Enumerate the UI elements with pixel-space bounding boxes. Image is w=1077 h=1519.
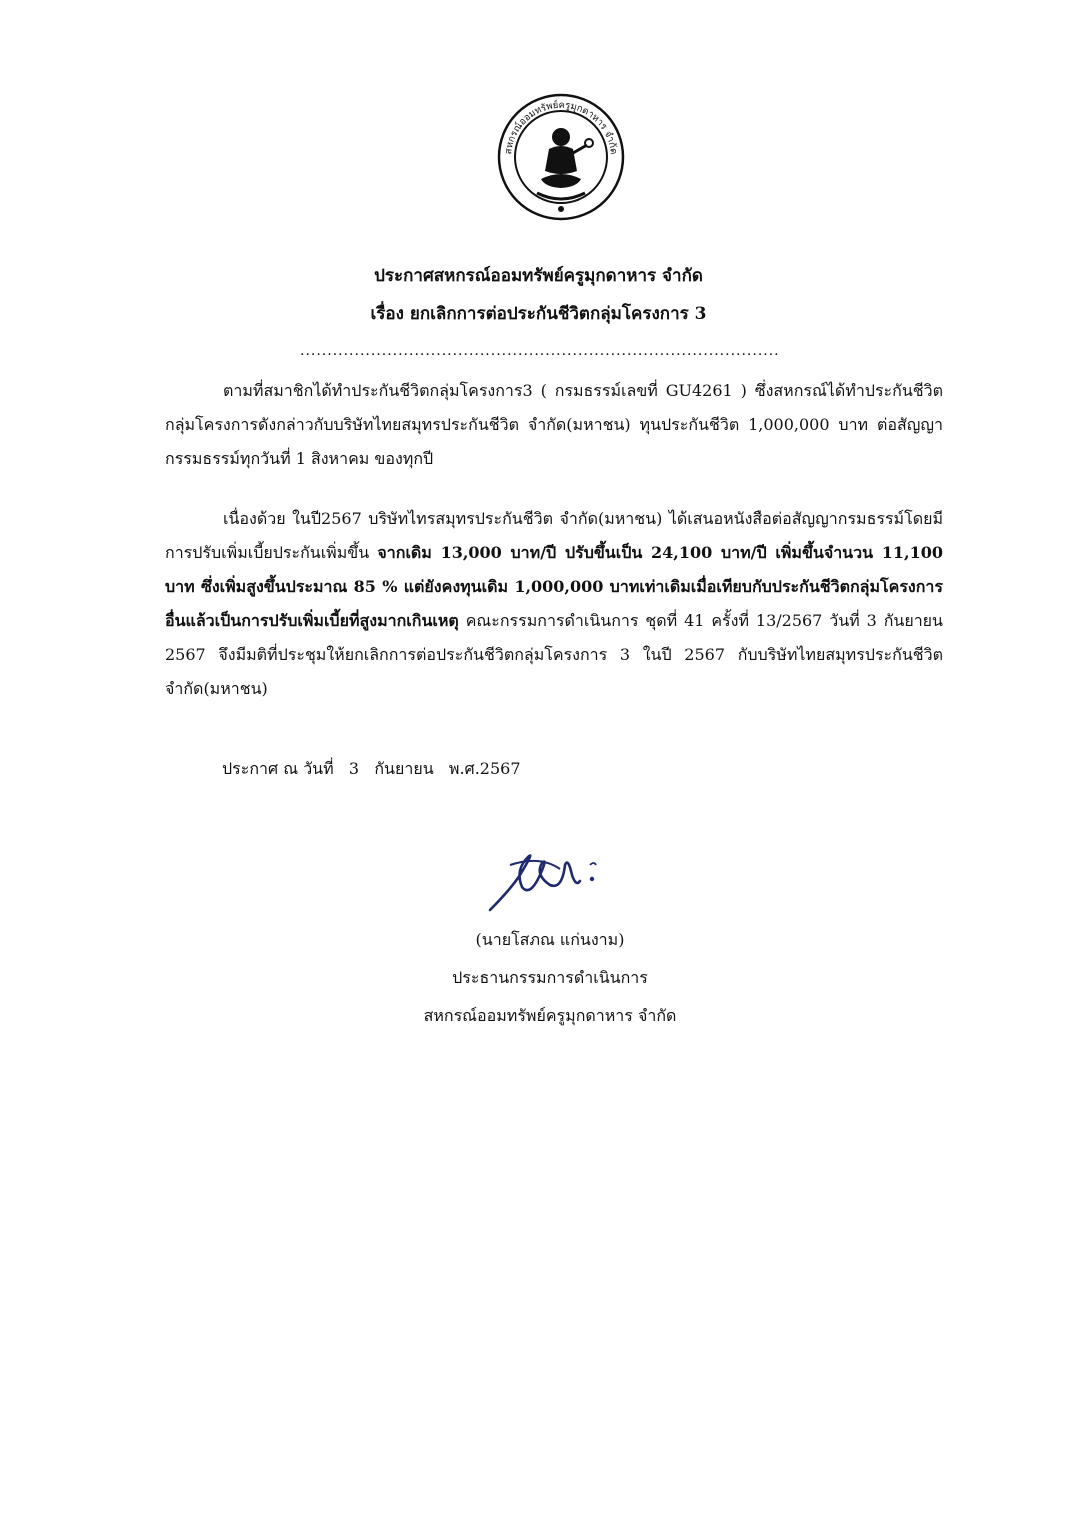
signature (480, 835, 610, 920)
separator-line: ........................................................................................ (300, 343, 780, 359)
paragraph-1 (165, 374, 943, 476)
signer-name: (นายโสภณ แก่นงาม) (475, 930, 625, 949)
paragraph-2-text-a: เนื่องด้วย ในปี2567 บริษัทไทรสมุทรประกันชีวิต จำกัด(มหาชน) ได้เสนอหนังสือต่อสัญญากรมธรรม์โดยมีการปรับเพิ่มเบี้ยประกันเพิ่มขึ้น (165, 509, 943, 562)
announcement-title: ประกาศสหกรณ์ออมทรัพย์ครูมุกดาหาร จำกัด (374, 266, 703, 286)
announce-date: ประกาศ ณ วันที่ 3 กันยายน พ.ศ.2567 (222, 759, 521, 778)
signer-organization: สหกรณ์ออมทรัพย์ครูมุกดาหาร จำกัด (423, 1006, 677, 1025)
cooperative-seal (497, 93, 625, 221)
seal-text: สหกรณ์ออมทรัพย์ครูมุกดาหาร จำกัด (503, 99, 619, 155)
paragraph-2-text-c: คณะกรรมการดำเนินการ ชุดที่ 41 ครั้งที่ 13/2567 วันที่ 3 กันยายน 2567 จึงมีมติที่ประชุมให้ยกเลิกการต่อประกันชีวิตกลุ่มโครงการ 3 ในปี 2567 กับบริษัทไทยสมุทรประกันชีวิต จำกัด(มหาชน) (165, 611, 943, 698)
paragraph-1-text: ตามที่สมาชิกได้ทำประกันชีวิตกลุ่มโครงการ3 ( กรมธรรม์เลขที่ GU4261 ) ซึ่งสหกรณ์ได้ทำประกันชีวิตกลุ่มโครงการดังกล่าวกับบริษัทไทยสมุทรประกันชีวิต จำกัด(มหาชน) ทุนประกันชีวิต 1,000,000 บาท ต่อสัญญากรรมธรรม์ทุกวันที่ 1 สิงหาคม ของทุกปี (165, 381, 944, 468)
announcement-subject: เรื่อง ยกเลิกการต่อประกันชีวิตกลุ่มโครงการ 3 (370, 304, 707, 324)
signer-position: ประธานกรรมการดำเนินการ (452, 968, 648, 987)
paragraph-2-bold: จากเดิม 13,000 บาท/ปี ปรับขึ้นเป็น 24,100 บาท/ปี เพิ่มขึ้นจำนวน 11,100 บาท ซึ่งเพิ่มสูงขึ้นประมาณ 85 % แต่ยังคงทุนเดิม 1,000,000 บาทเท่าเดิมเมื่อเทียบกับประกันชีวิตกลุ่มโครงการอื่นแล้วเป็นการปรับเพิ่มเบี้ยที่สูงมากเกินเหตุ (165, 543, 943, 630)
paragraph-2 (165, 502, 943, 706)
